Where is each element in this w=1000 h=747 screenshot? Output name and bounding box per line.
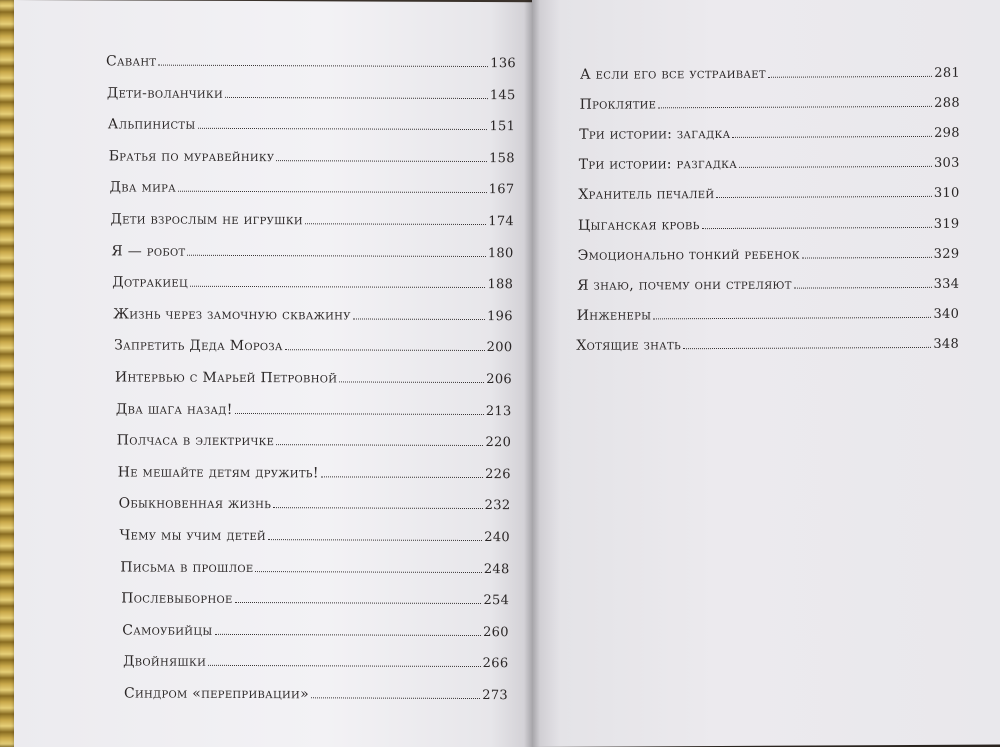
toc-entry-title: Дети-воланчики bbox=[106, 84, 223, 102]
toc-dot-leader bbox=[235, 602, 482, 604]
toc-entry-title: Дети взрослым не игрушки bbox=[110, 211, 303, 229]
toc-entry-page-number: 136 bbox=[490, 56, 516, 72]
toc-entry bbox=[124, 684, 508, 705]
right-page bbox=[532, 0, 1000, 747]
toc-entry-page-number: 145 bbox=[489, 87, 516, 103]
toc-dot-leader bbox=[321, 476, 483, 478]
toc-entry bbox=[120, 526, 511, 547]
toc-entry-page-number: 273 bbox=[482, 688, 508, 704]
toc-entry-page-number: 288 bbox=[934, 95, 960, 111]
toc-entry bbox=[116, 400, 512, 421]
toc-entry-page-number: 151 bbox=[489, 119, 516, 135]
toc-dot-leader bbox=[794, 287, 932, 289]
toc-entry bbox=[111, 210, 515, 231]
toc-entry-page-number: 240 bbox=[484, 530, 510, 546]
toc-dot-leader bbox=[215, 634, 482, 636]
toc-entry-title: Полчаса в электричке bbox=[116, 432, 275, 450]
toc-entry-title: Инженеры bbox=[576, 307, 652, 324]
toc-entry-page-number: 167 bbox=[488, 182, 515, 198]
toc-entry bbox=[580, 94, 960, 115]
toc-entry bbox=[118, 463, 511, 484]
toc-entry-title: Два шага назад! bbox=[115, 401, 233, 418]
toc-dot-leader bbox=[739, 166, 932, 168]
toc-entry-title: Три истории: загадка bbox=[579, 126, 731, 143]
toc-dot-leader bbox=[285, 350, 485, 352]
toc-dot-leader bbox=[225, 97, 488, 99]
toc-dot-leader bbox=[802, 257, 932, 259]
left-page bbox=[14, 0, 532, 747]
toc-entry-title: Двойняшки bbox=[123, 653, 207, 671]
toc-entry bbox=[578, 214, 960, 235]
toc-entry bbox=[578, 244, 960, 265]
toc-entry-title: Самоубийцы bbox=[122, 622, 213, 639]
toc-entry-page-number: 254 bbox=[483, 593, 510, 609]
toc-dot-leader bbox=[732, 136, 932, 138]
toc-dot-leader bbox=[353, 318, 485, 320]
toc-entry-title: Послевыборное bbox=[121, 590, 233, 608]
toc-dot-leader bbox=[235, 413, 484, 415]
toc-dot-leader bbox=[683, 347, 931, 349]
toc-entry-page-number: 348 bbox=[933, 336, 960, 352]
toc-entry bbox=[123, 653, 508, 674]
toc-entry-title: Чему мы учим детей bbox=[119, 527, 266, 545]
toc-entry-title: Я — робот bbox=[111, 243, 186, 260]
toc-entry-page-number: 206 bbox=[486, 372, 512, 388]
toc-entry-title: Савант bbox=[106, 53, 157, 70]
toc-dot-leader bbox=[178, 191, 487, 193]
toc-entry-page-number: 220 bbox=[485, 435, 512, 451]
toc-entry-title: Альпинисты bbox=[107, 116, 196, 133]
toc-entry bbox=[117, 432, 511, 453]
toc-entry bbox=[119, 495, 511, 516]
toc-dot-leader bbox=[187, 254, 485, 256]
toc-entry-page-number: 303 bbox=[933, 156, 960, 172]
toc-entry-page-number: 226 bbox=[485, 466, 511, 482]
toc-entry-page-number: 213 bbox=[485, 403, 512, 419]
toc-entry bbox=[108, 116, 515, 137]
toc-entry bbox=[120, 558, 509, 579]
toc-entry bbox=[577, 305, 959, 326]
toc-entry-title: Синдром «перепривации» bbox=[124, 685, 309, 703]
toc-dot-leader bbox=[339, 381, 484, 383]
toc-dot-leader bbox=[276, 444, 483, 446]
toc-entry-page-number: 340 bbox=[933, 306, 960, 322]
toc-entry-page-number: 329 bbox=[933, 246, 960, 262]
toc-entry bbox=[579, 124, 960, 145]
toc-entry-page-number: 232 bbox=[484, 498, 511, 514]
toc-entry bbox=[113, 305, 513, 326]
toc-entry bbox=[121, 590, 509, 611]
toc-entry-title: Хранитель печалей bbox=[578, 186, 715, 204]
toc-entry bbox=[577, 274, 959, 295]
toc-entry-title: А если его все устраивает bbox=[580, 65, 766, 83]
toc-entry-page-number: 334 bbox=[933, 276, 960, 292]
toc-entry bbox=[109, 147, 515, 168]
toc-entry-title: Письма в прошлое bbox=[120, 559, 254, 576]
toc-entry-title: Проклятие bbox=[579, 96, 657, 113]
toc-dot-leader bbox=[653, 317, 931, 319]
toc-entry-title: Жизнь через замочную скважину bbox=[113, 306, 351, 324]
toc-entry bbox=[580, 64, 960, 85]
toc-entry-page-number: 298 bbox=[934, 125, 960, 142]
toc-entry-title: Три истории: разгадка bbox=[578, 156, 738, 174]
toc-dot-leader bbox=[768, 76, 932, 78]
toc-entry-page-number: 174 bbox=[488, 214, 514, 230]
toc-entry bbox=[114, 337, 512, 358]
toc-entry-page-number: 188 bbox=[487, 277, 514, 293]
toc-dot-leader bbox=[208, 665, 481, 667]
toc-entry bbox=[106, 52, 516, 73]
toc-entry-title: Я знаю, почему они стреляют bbox=[577, 276, 792, 294]
toc-entry bbox=[112, 274, 513, 295]
toc-entry-page-number: 200 bbox=[486, 340, 513, 356]
toc-dot-leader bbox=[311, 697, 480, 699]
toc-dot-leader bbox=[716, 196, 931, 198]
toc-entry-page-number: 319 bbox=[933, 216, 960, 232]
toc-entry bbox=[576, 335, 959, 356]
toc-dot-leader bbox=[273, 508, 483, 510]
toc-entry bbox=[110, 179, 515, 200]
toc-dot-leader bbox=[198, 128, 488, 130]
toc-dot-leader bbox=[702, 226, 932, 228]
toc-dot-leader bbox=[305, 223, 486, 225]
toc-list-left bbox=[14, 0, 532, 704]
toc-entry bbox=[578, 184, 959, 205]
toc-entry-title: Интервью с Марьей Петровной bbox=[115, 369, 338, 387]
toc-dot-leader bbox=[268, 539, 482, 541]
toc-entry-title: Два мира bbox=[109, 179, 177, 197]
toc-entry-title: Обыкновенная жизнь bbox=[118, 495, 272, 513]
toc-entry-title: Запретить Деда Мороза bbox=[114, 337, 283, 355]
toc-entry bbox=[115, 368, 512, 389]
toc-entry-title: Дотракиец bbox=[112, 274, 189, 291]
toc-dot-leader bbox=[190, 286, 485, 288]
toc-entry-page-number: 180 bbox=[487, 245, 514, 261]
toc-entry bbox=[122, 621, 509, 642]
toc-entry-page-number: 248 bbox=[483, 561, 510, 577]
toc-dot-leader bbox=[658, 106, 932, 108]
toc-entry-title: Цыганская кровь bbox=[578, 216, 700, 234]
toc-entry bbox=[111, 242, 513, 263]
toc-entry-title: Хотящие знать bbox=[576, 337, 682, 354]
toc-entry-title: Братья по муравейнику bbox=[108, 148, 275, 165]
toc-entry-page-number: 266 bbox=[482, 656, 509, 672]
toc-entry bbox=[107, 84, 516, 105]
toc-entry-page-number: 281 bbox=[934, 65, 960, 81]
toc-entry-title: Не мешайте детям дружить! bbox=[117, 464, 319, 482]
toc-entry-page-number: 196 bbox=[487, 308, 513, 324]
toc-entry-page-number: 310 bbox=[933, 186, 960, 202]
toc-entry-page-number: 260 bbox=[483, 624, 509, 640]
toc-entry-page-number: 158 bbox=[489, 150, 515, 166]
toc-dot-leader bbox=[276, 160, 487, 162]
toc-entry-title: Эмоционально тонкий ребенок bbox=[577, 246, 800, 264]
toc-dot-leader bbox=[255, 571, 481, 573]
toc-dot-leader bbox=[158, 65, 488, 67]
toc-entry bbox=[579, 154, 960, 175]
